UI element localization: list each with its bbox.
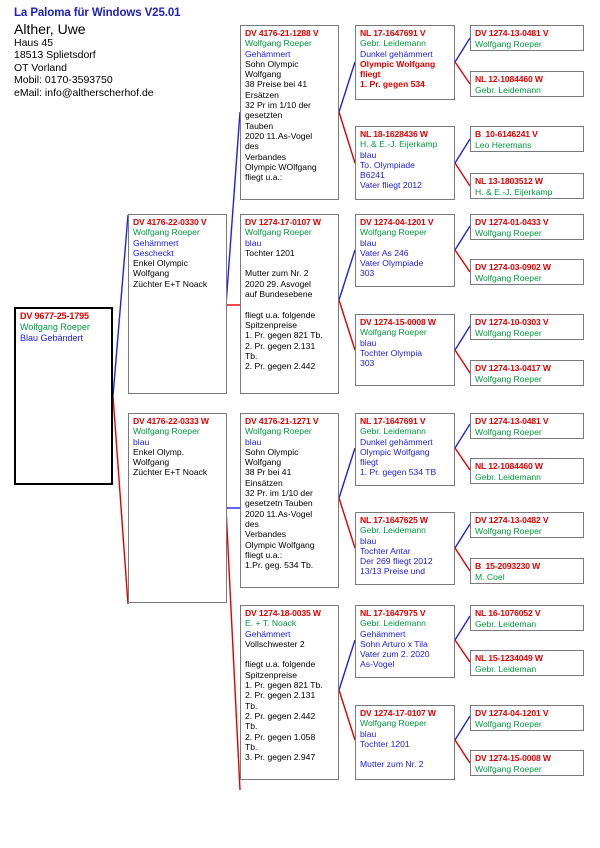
ring-number: NL 15-1234049 W (475, 653, 543, 663)
ring-number: DV 1274-13-0482 V (475, 515, 549, 525)
note-line: fliegt u.a. folgende (245, 659, 316, 670)
address-email: eMail: info@altherscherhof.de (14, 86, 154, 99)
ancestor-box-gen4-4[interactable] (355, 314, 455, 386)
colour-label-2: Gescheckt (133, 247, 174, 258)
breeder-name: Gebr. Leideman (475, 663, 537, 674)
highlight-line: Tochter Olympia (360, 347, 423, 358)
note-line: 2020 29. Asvogel (245, 278, 311, 289)
ancestor-box-gen5-4[interactable] (470, 173, 584, 199)
highlight-line: 13/13 Preise und (360, 566, 425, 577)
highlight-line: fliegt (360, 457, 379, 468)
note-line: Tb. (245, 350, 258, 361)
colour-label: blau (245, 237, 262, 248)
breeder-name: Wolfgang Roeper (360, 718, 427, 729)
note-line: auf Bundesebene (245, 289, 313, 300)
note-line: 3. Pr. gegen 2.947 (245, 752, 316, 763)
breeder-name: Wolfgang Roeper (475, 525, 542, 536)
breeder-name: Gebr. Leidemann (360, 38, 426, 49)
breeder-name: Wolfgang Roeper (475, 327, 542, 338)
dam-box-gen2[interactable] (128, 413, 227, 603)
ancestor-box-gen3-4[interactable] (240, 605, 339, 780)
note-line: gesetzetn Tauben (245, 498, 313, 509)
breeder-name: Wolfgang Roeper (360, 327, 427, 338)
note-line: Tb. (245, 700, 258, 711)
breeder-name: Wolfgang Roeper (133, 227, 200, 238)
breeder-name: Wolfgang Roeper (475, 373, 542, 384)
breeder-name: Wolfgang Roeper (475, 272, 542, 283)
ancestor-box-gen4-6[interactable] (355, 512, 455, 585)
highlight-line: Tochter 1201 (360, 738, 410, 749)
ring-number: NL 18-1628436 W (360, 129, 428, 139)
spacer-line (245, 258, 335, 268)
note-line: 1. Pr. gegen 821 Tb. (245, 680, 323, 691)
breeder-name: Gebr. Leidemann (360, 525, 426, 536)
note-line: Züchter E+T Noack (133, 278, 208, 289)
app-title: La Paloma für Windows V25.01 (14, 7, 181, 19)
ancestor-box-gen5-12[interactable] (470, 558, 584, 584)
breeder-name: Wolfgang Roeper (475, 227, 542, 238)
colour-label: blau (360, 728, 377, 739)
ring-number: DV 1274-10-0303 V (475, 317, 549, 327)
note-line: Tb. (245, 721, 258, 732)
ring-number: DV 1274-17-0107 W (245, 217, 321, 227)
ancestor-box-gen5-7[interactable] (470, 314, 584, 340)
breeder-name: M. Coel (475, 571, 505, 582)
ring-number: NL 16-1076052 V (475, 608, 541, 618)
ancestor-box-gen5-6[interactable] (470, 259, 584, 285)
colour-label: blau (360, 149, 377, 160)
highlight-line: Vater fliegt 2012 (360, 180, 422, 191)
breeder-name: Wolfgang Roeper (475, 763, 542, 774)
spacer-line (360, 749, 451, 759)
note-line: Sohn Olympic (245, 446, 299, 457)
ancestor-box-gen4-3[interactable] (355, 214, 455, 287)
colour-label: blau (360, 337, 377, 348)
colour-label: Dunkel gehämmert (360, 48, 433, 59)
colour-label: Blau Gebändert (20, 333, 84, 343)
highlight-line: B6241 (360, 170, 385, 181)
highlight-line: 1. Pr. gegen 534 TB (360, 467, 437, 478)
ancestor-box-gen5-10[interactable] (470, 458, 584, 484)
ancestor-box-gen4-7[interactable] (355, 605, 455, 678)
breeder-name: Wolfgang Roeper (20, 322, 90, 332)
highlight-line: Der 269 fliegt 2012 (360, 556, 433, 567)
ring-number: DV 1274-04-1201 V (475, 708, 549, 718)
note-line: Tb. (245, 741, 258, 752)
ancestor-box-gen5-9[interactable] (470, 413, 584, 439)
ring-number: DV 1274-04-1201 V (360, 217, 434, 227)
ring-number: NL 12-1084460 W (475, 461, 543, 471)
header-block (14, 6, 244, 99)
owner-name: Alther, Uwe (14, 21, 86, 37)
ancestor-box-gen5-15[interactable] (470, 705, 584, 731)
breeder-name: Gebr. Leidemann (360, 618, 426, 629)
ring-number: DV 4176-21-1271 V (245, 416, 319, 426)
spacer-line (245, 299, 335, 309)
ancestor-box-gen5-2[interactable] (470, 71, 584, 97)
note-line: Spitzenpreise (245, 319, 298, 330)
highlight-line: 303 (360, 358, 375, 369)
ring-number: NL 12-1084460 W (475, 74, 543, 84)
colour-label: Gehämmert (360, 628, 406, 639)
note-line: 2020 11.As-Vogel (245, 130, 313, 141)
breeder-name: Wolfgang Roeper (245, 227, 312, 238)
breeder-name: E. + T. Noack (245, 618, 297, 629)
breeder-name: Gebr. Leidemann (475, 84, 541, 95)
address-phone: Mobil: 0170-3593750 (14, 74, 113, 87)
highlight-line: Olympic Wolfgang (360, 446, 430, 457)
ring-number: DV 1274-17-0107 W (360, 708, 436, 718)
note-line: 32 Pr. im 1/10 der (245, 488, 313, 499)
colour-label: Gehämmert (245, 628, 291, 639)
note-line: Verbandes (245, 529, 287, 540)
note-line: Wolfgang (133, 457, 170, 468)
highlight-line: Olympic Wolfgang (360, 58, 436, 69)
highlight-line: 1. Pr. gegen 534 (360, 79, 425, 90)
ring-number: DV 9677-25-1795 (20, 311, 89, 321)
ring-number: DV 1274-13-0481 V (475, 28, 549, 38)
highlight-line: fliegt (360, 69, 381, 80)
ring-number: DV 1274-18-0035 W (245, 608, 321, 618)
ancestor-box-gen5-11[interactable] (470, 512, 584, 538)
address-line-1: Haus 45 (14, 37, 54, 49)
note-line: Enkel Olympic (133, 258, 188, 269)
ancestor-box-gen3-1[interactable] (240, 25, 339, 200)
colour-label: blau (133, 436, 150, 447)
note-line: Olympic Wolfgang (245, 539, 315, 550)
note-line: 38 Pr bei 41 (245, 467, 292, 478)
ring-number: B 15-2093230 W (475, 561, 541, 571)
note-line: Züchter E+T Noack (133, 467, 208, 478)
breeder-name: Gebr. Leideman (475, 618, 537, 629)
ancestor-box-gen4-5[interactable] (355, 413, 455, 486)
ancestor-box-gen5-5[interactable] (470, 214, 584, 240)
breeder-name: Wolfgang Roeper (475, 38, 542, 49)
highlight-line: Tochter Antar (360, 545, 411, 556)
breeder-name: H. & E.-J. Eijerkamp (475, 186, 553, 197)
spacer-line (245, 649, 335, 659)
ring-number: DV 1274-15-0008 W (360, 317, 436, 327)
ring-number: NL 17-1647975 V (360, 608, 426, 618)
colour-label: blau (360, 237, 377, 248)
ring-number: DV 4176-21-1288 V (245, 28, 319, 38)
note-line: Mutter zum Nr. 2 (245, 268, 309, 279)
ring-number: DV 1274-03-0902 W (475, 262, 551, 272)
ring-number: DV 1274-15-0008 W (475, 753, 551, 763)
ancestor-box-gen3-2[interactable] (240, 214, 339, 394)
ancestor-box-gen5-13[interactable] (470, 605, 584, 631)
breeder-name: Gebr. Leidemann (360, 426, 426, 437)
ring-number: NL 17-1647691 V (360, 416, 426, 426)
ancestor-box-gen4-8[interactable] (355, 705, 455, 780)
note-line: Tauben (245, 120, 274, 131)
ancestor-box-gen5-1[interactable] (470, 25, 584, 51)
note-line: 2. Pr. gegen 1.058 (245, 731, 316, 742)
note-line: 1.Pr. geg. 534 Tb. (245, 560, 314, 571)
note-line: Enkel Olymp. (133, 446, 185, 457)
breeder-name: H. & E.-J. Eijerkamp (360, 139, 438, 150)
note-line: 1. Pr. gegen 821 Tb. (245, 330, 323, 341)
note-line: 2. Pr. gegen 2.442 (245, 710, 316, 721)
note-line: Wolfgang (133, 268, 170, 279)
note-line: 32 Pr im 1/10 der (245, 100, 311, 111)
highlight-line: Vater As 246 (360, 247, 409, 258)
breeder-name: Wolfgang Roeper (475, 718, 542, 729)
note-line: fliegt u.a.: (245, 172, 283, 183)
note-line: Spitzenpreise (245, 669, 298, 680)
note-line: Wolfgang (245, 457, 282, 468)
colour-label: blau (245, 436, 262, 447)
ancestor-box-gen5-16[interactable] (470, 750, 584, 776)
note-line: 2. Pr. gegen 2.131 (245, 340, 316, 351)
address-line-2: 18513 Splietsdorf (14, 49, 96, 62)
note-line: Tochter 1201 (245, 247, 295, 258)
note-line: des (245, 141, 259, 152)
highlight-line: To. Olympiade (360, 159, 415, 170)
ring-number: NL 17-1647691 V (360, 28, 426, 38)
colour-label: Gehämmert (133, 237, 179, 248)
ancestor-box-gen4-1[interactable] (355, 25, 455, 100)
ring-number: DV 1274-13-0417 W (475, 363, 551, 373)
ring-number: NL 13-1803512 W (475, 176, 543, 186)
note-line: des (245, 518, 259, 529)
note-line: 38 Preise bei 41 (245, 79, 308, 90)
breeder-name: Leo Heremans (475, 139, 532, 150)
subject-box[interactable] (14, 307, 113, 485)
ring-number: NL 17-1647625 W (360, 515, 428, 525)
sire-box-gen2[interactable] (128, 214, 227, 394)
ring-number: DV 4176-22-0330 V (133, 217, 207, 227)
note-line: gesetzten (245, 110, 283, 121)
breeder-name: Wolfgang Roeper (360, 227, 427, 238)
ring-number: DV 1274-13-0481 V (475, 416, 549, 426)
ancestor-box-gen3-3[interactable] (240, 413, 339, 588)
note-line: fliegt u.a.: (245, 549, 283, 560)
note-line: 2. Pr. gegen 2.131 (245, 690, 316, 701)
highlight-line: 303 (360, 268, 375, 279)
note-line: 2020 11.As-Vogel (245, 508, 313, 519)
note-line: fliegt u.a. folgende (245, 309, 316, 320)
ring-number: B 10-6146241 V (475, 129, 538, 139)
ancestor-box-gen5-8[interactable] (470, 360, 584, 386)
breeder-name: Gebr. Leidemann (475, 471, 541, 482)
highlight-line: Mutter zum Nr. 2 (360, 759, 424, 770)
breeder-name: Wolfgang Roeper (475, 426, 542, 437)
note-line: Ersätzen (245, 89, 279, 100)
highlight-line: Sohn Arturo x Tila (360, 638, 428, 649)
ancestor-box-gen4-2[interactable] (355, 126, 455, 200)
ring-number: DV 4176-22-0333 W (133, 416, 209, 426)
colour-label: blau (360, 535, 377, 546)
colour-label: Dunkel gehämmert (360, 436, 433, 447)
highlight-line: As-Vogel (360, 659, 395, 670)
colour-label: Gehämmert (245, 48, 291, 59)
ancestor-box-gen5-14[interactable] (470, 650, 584, 676)
note-line: Sohn Olympic (245, 58, 299, 69)
highlight-line: Vater Olympiade (360, 258, 424, 269)
breeder-name: Wolfgang Roeper (245, 426, 312, 437)
address-line-3: OT Vorland (14, 61, 67, 74)
note-line: 2. Pr. gegen 2.442 (245, 361, 316, 372)
highlight-line: Vater zum 2. 2020 (360, 649, 430, 660)
note-line: Einsätzen (245, 477, 283, 488)
note-line: Verbandes (245, 151, 287, 162)
ancestor-box-gen5-3[interactable] (470, 126, 584, 152)
note-line: Vollschwester 2 (245, 638, 305, 649)
breeder-name: Wolfgang Roeper (245, 38, 312, 49)
note-line: Wolfgang (245, 69, 282, 80)
ring-number: DV 1274-01-0433 V (475, 217, 549, 227)
breeder-name: Wolfgang Roeper (133, 426, 200, 437)
note-line: Olympic WOlfgang (245, 161, 317, 172)
